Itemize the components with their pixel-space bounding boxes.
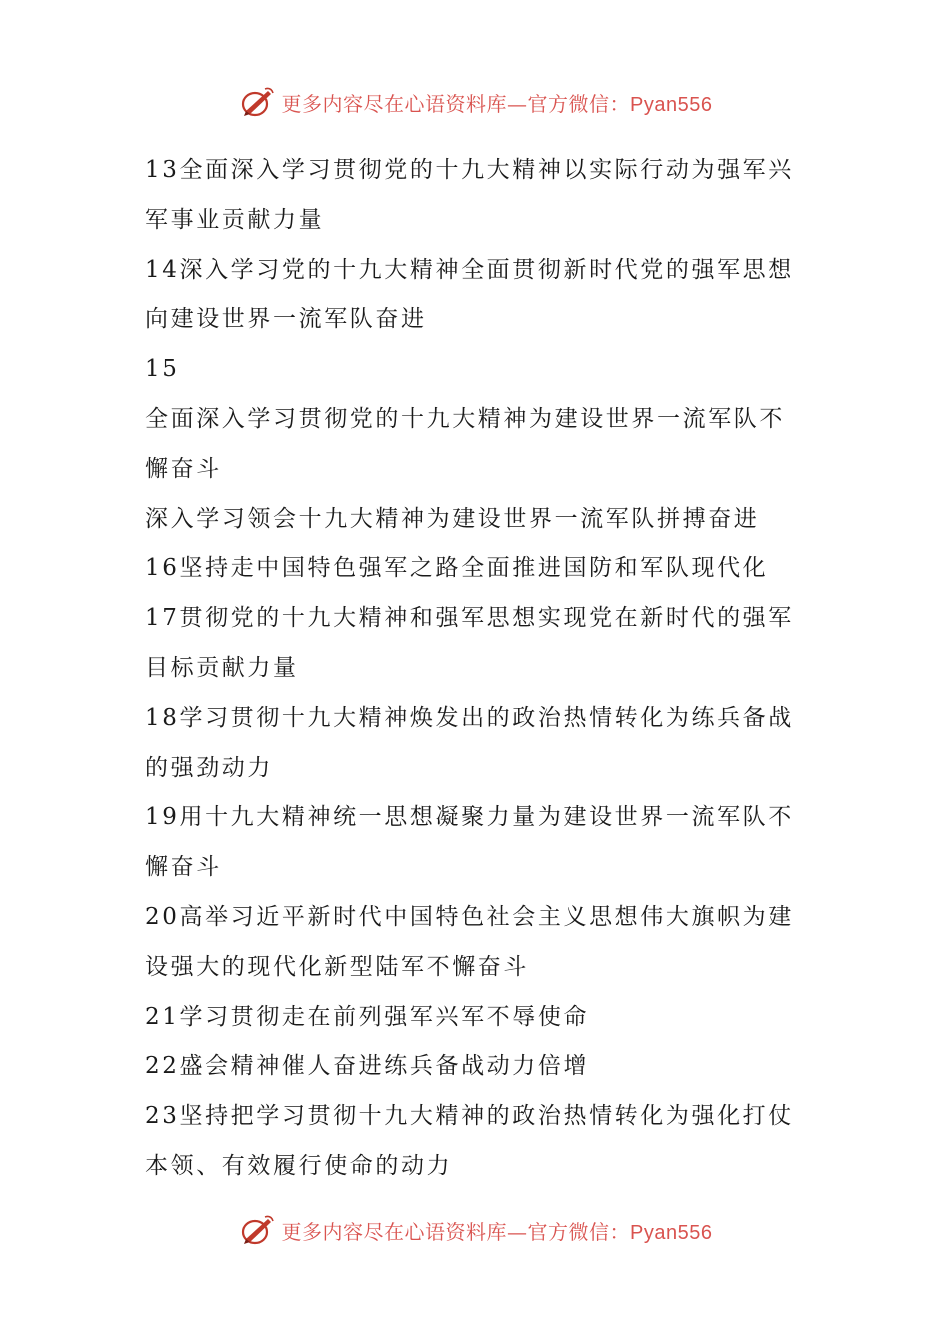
banner-text — [282, 1216, 713, 1245]
text-line: 军事业贡献力量 — [145, 206, 325, 233]
text-line: 设强大的现代化新型陆军不懈奋斗 — [145, 953, 529, 980]
text-line: 15 — [145, 356, 180, 383]
banner-account-text: 官方微信：Pyan556 — [527, 1221, 713, 1244]
text-line: 13全面深入学习贯彻党的十九大精神以实际行动为强军兴 — [145, 157, 794, 183]
text-line: 17贯彻党的十九大精神和强军思想实现党在新时代的强军 — [145, 605, 794, 632]
pen-logo-icon — [238, 1213, 276, 1247]
document-body — [145, 146, 805, 1192]
text-line: 懈奋斗 — [145, 455, 222, 482]
text-line: 23坚持把学习贯彻十九大精神的政治热情转化为强化打仗 — [145, 1103, 794, 1130]
text-line: 22盛会精神催人奋进练兵备战动力倍增 — [145, 1053, 590, 1080]
banner-account-text: 官方微信：Pyan556 — [527, 93, 713, 116]
text-line: 本领、有效履行使命的动力 — [145, 1152, 453, 1179]
text-line: 21学习贯彻走在前列强军兴军不辱使命 — [145, 1003, 590, 1030]
text-line: 的强劲动力 — [145, 754, 273, 781]
text-line: 14深入学习党的十九大精神全面贯彻新时代党的强军思想 — [145, 256, 794, 283]
text-line: 16坚持走中国特色强军之路全面推进国防和军队现代化 — [145, 555, 769, 582]
text-line: 全面深入学习贯彻党的十九大精神为建设世界一流军队不 — [145, 405, 785, 432]
text-line: 18学习贯彻十九大精神焕发出的政治热情转化为练兵备战 — [145, 704, 794, 731]
banner-text — [282, 88, 713, 117]
text-line: 懈奋斗 — [145, 854, 222, 881]
text-line: 目标贡献力量 — [145, 654, 299, 681]
pen-logo-icon — [238, 85, 276, 119]
header-banner — [0, 82, 950, 122]
banner-main-text: 更多内容尽在心语资料库— — [281, 91, 528, 116]
text-line: 向建设世界一流军队奋进 — [145, 306, 427, 333]
footer-banner — [0, 1210, 950, 1250]
banner-main-text: 更多内容尽在心语资料库— — [281, 1219, 528, 1244]
text-line: 20高举习近平新时代中国特色社会主义思想伟大旗帜为建 — [145, 903, 794, 930]
text-line: 19用十九大精神统一思想凝聚力量为建设世界一流军队不 — [145, 804, 794, 831]
text-line: 深入学习领会十九大精神为建设世界一流军队拼搏奋进 — [145, 505, 760, 532]
